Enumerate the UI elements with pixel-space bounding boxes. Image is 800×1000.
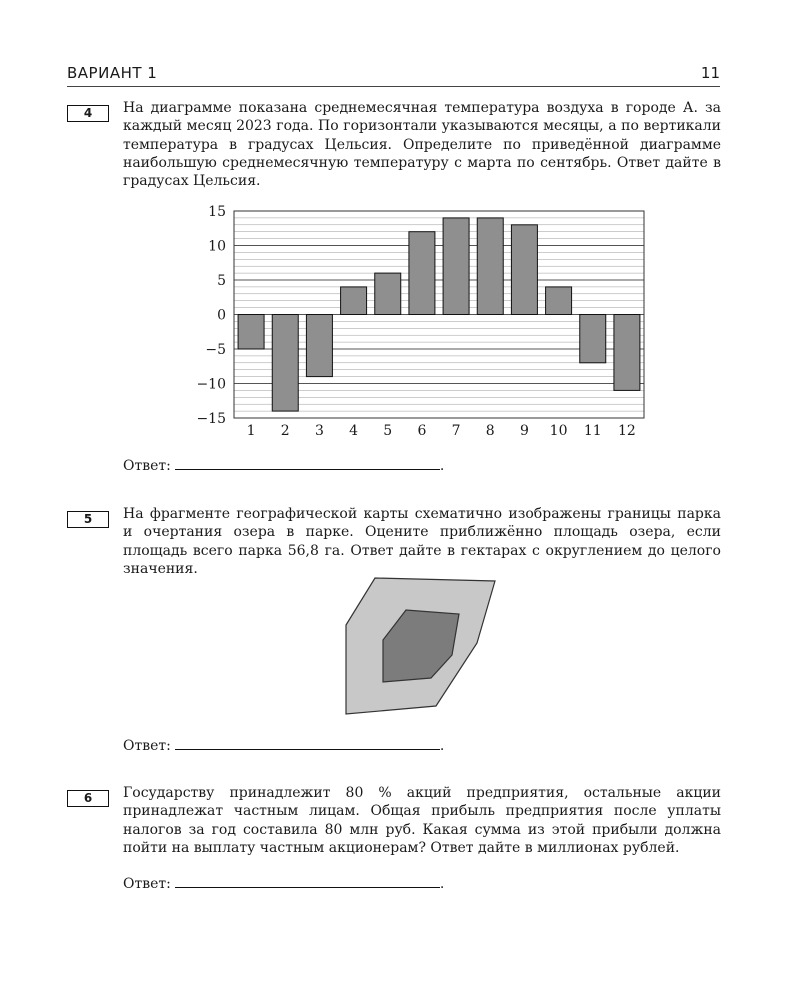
bar-month-5 [375, 273, 401, 314]
y-tick-label: −5 [205, 342, 226, 358]
bar-month-6 [409, 232, 435, 315]
task-text-6: Государству принадлежит 80 % акций предприятия, остальные акции принадлежат частным лицам. Общая прибыль предприятия после уплаты налогов за год составила 80 млн руб. Какая сумма из этой прибыли должна пойти на выплату частным акционерам? Ответ дайте в миллионах рублей. [123, 785, 721, 856]
x-tick-label: 10 [549, 423, 568, 439]
answer-row-6 [123, 875, 444, 892]
bar-month-9 [511, 225, 537, 315]
x-tick-label: 3 [314, 423, 324, 439]
y-tick-label: 5 [217, 273, 226, 289]
header-variant: ВАРИАНТ 1 [67, 64, 158, 82]
x-tick-label: 12 [618, 423, 636, 439]
y-tick-label: 10 [208, 238, 226, 255]
answer-line[interactable] [175, 737, 440, 750]
bar-month-11 [580, 315, 606, 363]
answer-line[interactable] [175, 875, 440, 888]
bar-month-8 [477, 218, 503, 315]
bar-month-7 [443, 218, 469, 315]
x-tick-label: 9 [519, 423, 529, 439]
y-tick-label: −10 [196, 376, 226, 393]
y-tick-label: 15 [208, 204, 226, 220]
x-tick-label: 4 [349, 423, 359, 439]
lake-outline [383, 610, 459, 682]
bar-month-4 [341, 287, 367, 315]
answer-label: Ответ: [123, 738, 171, 754]
bar-month-12 [614, 315, 640, 391]
x-tick-label: 1 [246, 423, 256, 439]
bar-month-1 [238, 315, 264, 350]
x-tick-label: 11 [583, 423, 602, 439]
y-tick-label: −15 [196, 411, 226, 427]
bar-month-3 [306, 315, 332, 377]
plot-frame [234, 211, 644, 418]
answer-end: . [439, 738, 445, 754]
answer-label: Ответ: [123, 458, 171, 474]
answer-row-4 [123, 457, 444, 474]
header-rule [67, 86, 720, 87]
answer-label: Ответ: [123, 876, 171, 892]
answer-end: . [439, 876, 445, 892]
task-number-5: 5 [67, 511, 109, 528]
task-number-6: 6 [67, 790, 109, 807]
y-tick-label: 0 [217, 307, 226, 324]
bar-month-10 [546, 287, 572, 315]
x-tick-label: 8 [485, 423, 495, 439]
task-text-5: На фрагменте географической карты схематично изображены границы парка и очертания озера в парке. Оцените приближённо площадь озера, если площадь всего парка 56,8 га. Ответ дайте в гектарах с округлением до целого значения. [123, 506, 721, 577]
task-number-4: 4 [67, 105, 109, 122]
park-boundary [346, 578, 495, 714]
x-tick-label: 2 [280, 423, 290, 439]
x-tick-label: 6 [417, 423, 427, 439]
answer-line[interactable] [175, 457, 440, 470]
bar-month-2 [272, 315, 298, 412]
task-text-4: На диаграмме показана среднемесячная температура воздуха в городе А. за каждый месяц 2023 года. По горизонтали указываются месяцы, а по вертикали температура в градусах Цельсия. Определите по приведённой диаграмме наибольшую среднемесячную температуру с марта по сентябрь. Ответ дайте в градусах Цельсия. [123, 100, 721, 190]
page-number: 11 [700, 64, 720, 82]
answer-end: . [439, 458, 445, 474]
x-tick-label: 7 [451, 423, 461, 439]
answer-row-5 [123, 737, 444, 754]
x-tick-label: 5 [383, 423, 393, 439]
